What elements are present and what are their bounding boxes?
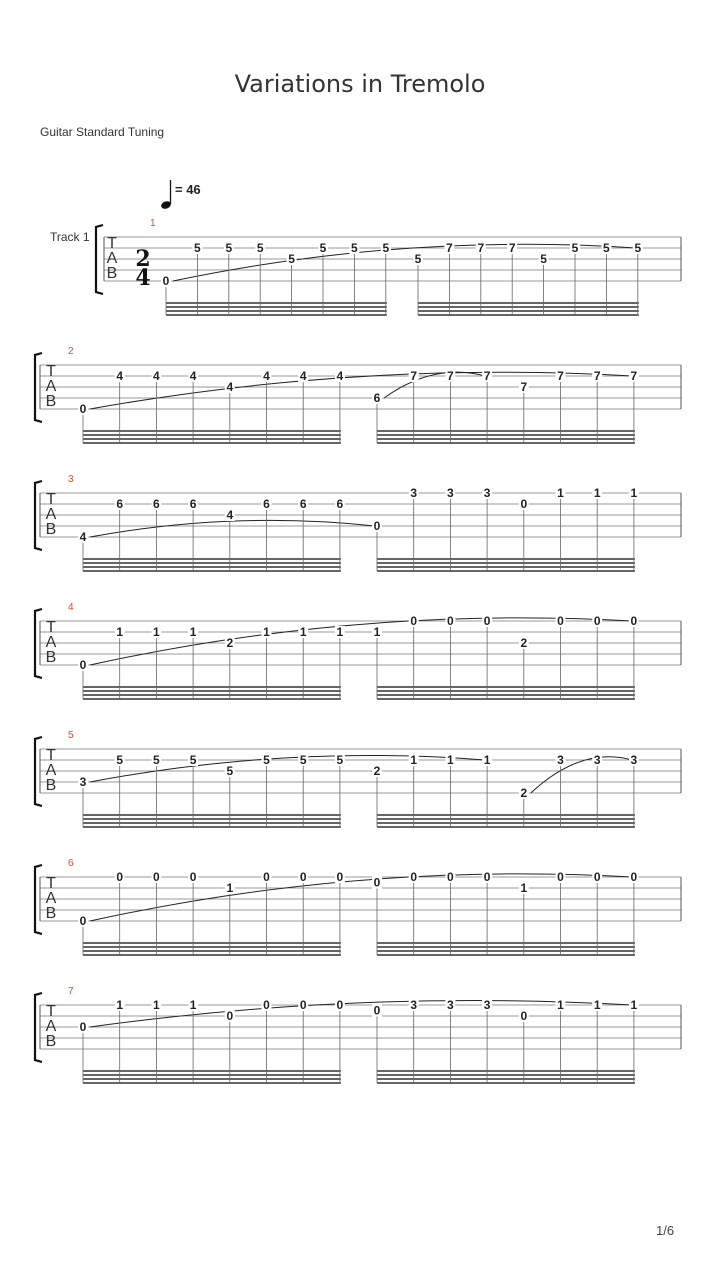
tie-arc bbox=[90, 1001, 632, 1027]
fret-number: 3 bbox=[483, 998, 491, 1012]
beam bbox=[166, 310, 387, 312]
fret-number: 1 bbox=[299, 625, 307, 639]
fret-number: 2 bbox=[373, 764, 381, 778]
fret-number: 5 bbox=[194, 241, 201, 255]
fret-number: 5 bbox=[189, 753, 197, 767]
fret-number: 1 bbox=[116, 998, 124, 1012]
fret-number: 0 bbox=[447, 870, 454, 884]
tab-clef-letter: T bbox=[46, 491, 56, 508]
fret-number: 1 bbox=[593, 486, 601, 500]
fret-number: 1 bbox=[373, 625, 381, 639]
tie-arc bbox=[531, 757, 632, 793]
tab-clef-letter: A bbox=[45, 890, 57, 907]
tie-arc bbox=[90, 372, 632, 409]
fret-number: 1 bbox=[483, 753, 491, 767]
beam bbox=[377, 434, 635, 436]
fret-number: 4 bbox=[299, 369, 307, 383]
time-signature-top: 2 bbox=[135, 246, 151, 272]
beam bbox=[83, 822, 341, 824]
beam bbox=[83, 814, 341, 816]
beam bbox=[377, 818, 635, 820]
fret-number: 5 bbox=[226, 764, 234, 778]
beam bbox=[83, 690, 341, 692]
beam bbox=[83, 818, 341, 820]
tab-system bbox=[35, 986, 681, 1084]
fret-number: 4 bbox=[79, 530, 87, 544]
tab-clef-letter: B bbox=[45, 393, 57, 410]
fret-number: 5 bbox=[336, 753, 344, 767]
fret-number: 5 bbox=[319, 241, 327, 255]
beam bbox=[83, 434, 341, 436]
tie-arc bbox=[90, 618, 632, 665]
fret-number: 1 bbox=[630, 998, 638, 1012]
fret-number: 0 bbox=[373, 1003, 381, 1018]
beam bbox=[418, 302, 639, 304]
fret-number: 6 bbox=[336, 497, 344, 511]
beam bbox=[418, 314, 639, 316]
fret-number: 0 bbox=[373, 519, 381, 533]
fret-number: 0 bbox=[410, 870, 418, 884]
fret-number: 7 bbox=[446, 241, 453, 255]
fret-number: 1 bbox=[630, 486, 638, 500]
fret-number: 4 bbox=[226, 380, 234, 394]
fret-number: 2 bbox=[520, 786, 528, 800]
fret-number: 4 bbox=[153, 369, 160, 383]
fret-number: 1 bbox=[116, 625, 124, 639]
beam bbox=[377, 814, 635, 816]
tab-system bbox=[35, 730, 681, 828]
tab-clef-letter: T bbox=[46, 875, 56, 892]
fret-number: 0 bbox=[299, 870, 307, 884]
fret-number: 6 bbox=[373, 391, 381, 405]
beam bbox=[83, 438, 341, 440]
tab-clef-letter: T bbox=[107, 235, 117, 252]
fret-number: 5 bbox=[299, 753, 307, 767]
fret-number: 3 bbox=[410, 998, 418, 1012]
fret-number: 0 bbox=[520, 1009, 528, 1023]
tab-system bbox=[35, 346, 681, 444]
fret-number: 0 bbox=[79, 658, 87, 672]
beam bbox=[377, 1082, 635, 1084]
tempo-marking bbox=[160, 180, 201, 210]
fret-number: 0 bbox=[593, 614, 601, 628]
tab-systems bbox=[35, 218, 681, 1084]
beam bbox=[377, 430, 635, 432]
fret-number: 3 bbox=[593, 753, 601, 767]
tie-arc bbox=[90, 520, 375, 537]
beam bbox=[377, 946, 635, 948]
fret-number: 0 bbox=[483, 870, 491, 884]
fret-number: 6 bbox=[263, 497, 270, 511]
beam bbox=[83, 1082, 341, 1084]
beam bbox=[83, 698, 341, 700]
tab-clef-letter: A bbox=[45, 762, 57, 779]
fret-number: 0 bbox=[79, 914, 87, 928]
beam bbox=[83, 558, 341, 560]
fret-number: 0 bbox=[520, 497, 528, 511]
fret-number: 1 bbox=[447, 753, 454, 767]
beam bbox=[377, 558, 635, 560]
tie-arc bbox=[90, 874, 632, 921]
measure-number: 7 bbox=[68, 986, 74, 997]
tab-system bbox=[35, 602, 681, 700]
beam bbox=[377, 438, 635, 440]
beam bbox=[83, 950, 341, 952]
fret-number: 0 bbox=[410, 614, 418, 628]
fret-number: 0 bbox=[162, 274, 170, 288]
beam bbox=[377, 694, 635, 696]
tab-clef-letter: B bbox=[45, 649, 57, 666]
score-title: Variations in Tremolo bbox=[234, 70, 486, 98]
tab-clef-letter: B bbox=[45, 1033, 57, 1050]
fret-number: 0 bbox=[299, 998, 307, 1012]
system-bracket bbox=[96, 225, 103, 294]
fret-number: 1 bbox=[189, 625, 197, 639]
fret-number: 2 bbox=[520, 636, 528, 650]
fret-number: 5 bbox=[263, 753, 270, 767]
beam bbox=[83, 566, 341, 568]
fret-number: 7 bbox=[508, 241, 516, 255]
tab-clef-letter: A bbox=[45, 634, 57, 651]
tab-clef-letter: B bbox=[45, 777, 57, 794]
beam bbox=[83, 1074, 341, 1076]
fret-number: 0 bbox=[557, 870, 564, 884]
beam bbox=[83, 686, 341, 688]
fret-number: 7 bbox=[447, 369, 454, 383]
beam bbox=[418, 310, 639, 312]
fret-number: 5 bbox=[414, 252, 422, 266]
tie-arc bbox=[173, 244, 636, 281]
beam bbox=[377, 826, 635, 828]
fret-number: 1 bbox=[557, 486, 564, 500]
measure-number: 5 bbox=[68, 730, 74, 741]
fret-number: 1 bbox=[593, 998, 601, 1012]
fret-number: 3 bbox=[630, 753, 638, 767]
measure-number: 3 bbox=[68, 474, 74, 485]
fret-number: 0 bbox=[447, 614, 454, 628]
tab-clef-letter: A bbox=[45, 1018, 57, 1035]
fret-number: 0 bbox=[557, 614, 564, 628]
track-label: Track 1 bbox=[50, 230, 90, 244]
fret-number: 1 bbox=[153, 625, 160, 639]
tab-clef-letter: A bbox=[45, 506, 57, 523]
beam bbox=[377, 698, 635, 700]
fret-number: 0 bbox=[593, 870, 601, 884]
fret-number: 0 bbox=[630, 614, 638, 628]
beam bbox=[377, 562, 635, 564]
tab-clef-letter: T bbox=[46, 363, 56, 380]
beam bbox=[377, 822, 635, 824]
beam bbox=[83, 942, 341, 944]
fret-number: 6 bbox=[299, 497, 307, 511]
tab-clef-letter: T bbox=[46, 619, 56, 636]
fret-number: 5 bbox=[382, 241, 390, 255]
tab-system bbox=[35, 474, 681, 572]
fret-number: 1 bbox=[263, 625, 270, 639]
beam bbox=[377, 686, 635, 688]
beam bbox=[166, 302, 387, 304]
fret-number: 5 bbox=[634, 241, 642, 255]
beam bbox=[377, 954, 635, 956]
tab-clef-letter: A bbox=[45, 378, 57, 395]
fret-number: 2 bbox=[226, 636, 234, 650]
fret-number: 5 bbox=[571, 241, 579, 255]
fret-number: 1 bbox=[520, 881, 528, 895]
fret-number: 3 bbox=[447, 998, 454, 1012]
beam bbox=[83, 442, 341, 444]
fret-number: 0 bbox=[373, 875, 381, 890]
beam bbox=[166, 306, 387, 308]
tab-clef-letter: T bbox=[46, 747, 56, 764]
tab-clef-letter: A bbox=[106, 250, 118, 267]
fret-number: 0 bbox=[79, 1020, 87, 1034]
fret-number: 1 bbox=[189, 998, 197, 1012]
beam bbox=[377, 1078, 635, 1080]
fret-number: 7 bbox=[557, 369, 564, 383]
tuning-label: Guitar Standard Tuning bbox=[40, 125, 165, 139]
page-number: 1/6 bbox=[656, 1223, 675, 1238]
fret-number: 3 bbox=[557, 753, 564, 767]
fret-number: 0 bbox=[189, 870, 197, 884]
fret-number: 5 bbox=[225, 241, 233, 255]
tempo-text: = 46 bbox=[175, 182, 201, 197]
fret-number: 7 bbox=[483, 369, 491, 383]
beam bbox=[83, 562, 341, 564]
fret-number: 4 bbox=[263, 369, 270, 383]
fret-number: 5 bbox=[153, 753, 160, 767]
fret-number: 1 bbox=[336, 625, 344, 639]
fret-number: 6 bbox=[153, 497, 160, 511]
beam bbox=[377, 570, 635, 572]
fret-number: 0 bbox=[630, 870, 638, 884]
measure-number: 4 bbox=[68, 602, 74, 613]
beam bbox=[418, 306, 639, 308]
time-signature-bottom: 4 bbox=[135, 265, 151, 291]
beam bbox=[83, 1070, 341, 1072]
fret-number: 5 bbox=[288, 252, 295, 266]
beam bbox=[377, 942, 635, 944]
measure-number: 6 bbox=[68, 858, 74, 869]
fret-number: 5 bbox=[351, 241, 358, 255]
fret-number: 3 bbox=[447, 486, 454, 500]
fret-number: 1 bbox=[226, 881, 234, 895]
tab-system bbox=[96, 218, 681, 316]
beam bbox=[83, 954, 341, 956]
beam bbox=[377, 1074, 635, 1076]
beam bbox=[166, 314, 387, 316]
beam bbox=[377, 566, 635, 568]
fret-number: 7 bbox=[520, 380, 528, 394]
fret-number: 5 bbox=[603, 241, 610, 255]
beam bbox=[83, 694, 341, 696]
fret-number: 0 bbox=[79, 402, 87, 416]
beam bbox=[83, 430, 341, 432]
fret-number: 0 bbox=[263, 870, 270, 884]
fret-number: 5 bbox=[540, 252, 547, 266]
beam bbox=[377, 950, 635, 952]
fret-number: 0 bbox=[483, 614, 491, 628]
fret-number: 5 bbox=[256, 241, 264, 255]
beam bbox=[83, 826, 341, 828]
tab-clef-letter: B bbox=[45, 905, 57, 922]
fret-number: 1 bbox=[557, 998, 564, 1012]
fret-number: 7 bbox=[593, 369, 601, 383]
measure-number: 2 bbox=[68, 346, 74, 357]
fret-number: 0 bbox=[336, 998, 344, 1012]
fret-number: 0 bbox=[226, 1009, 234, 1023]
fret-number: 0 bbox=[336, 870, 344, 884]
fret-number: 0 bbox=[263, 998, 270, 1012]
fret-number: 0 bbox=[116, 870, 124, 884]
beam bbox=[83, 1078, 341, 1080]
beam bbox=[83, 570, 341, 572]
fret-number: 5 bbox=[116, 753, 124, 767]
fret-number: 3 bbox=[483, 486, 491, 500]
fret-number: 6 bbox=[116, 497, 124, 511]
tab-clef-letter: T bbox=[46, 1003, 56, 1020]
tab-clef-letter: B bbox=[106, 265, 118, 282]
fret-number: 4 bbox=[226, 508, 234, 522]
tab-clef-letter: B bbox=[45, 521, 57, 538]
fret-number: 1 bbox=[153, 998, 160, 1012]
fret-number: 3 bbox=[79, 775, 87, 789]
fret-number: 4 bbox=[336, 369, 344, 383]
fret-number: 7 bbox=[477, 241, 485, 255]
fret-number: 7 bbox=[410, 369, 418, 383]
fret-number: 3 bbox=[410, 486, 418, 500]
beam bbox=[377, 442, 635, 444]
fret-number: 4 bbox=[116, 369, 124, 383]
fret-number: 4 bbox=[189, 369, 197, 383]
fret-number: 1 bbox=[410, 753, 418, 767]
tie-arc bbox=[90, 756, 485, 782]
beam bbox=[377, 1070, 635, 1072]
tab-system bbox=[35, 858, 681, 956]
fret-number: 0 bbox=[153, 870, 160, 884]
fret-number: 6 bbox=[189, 497, 197, 511]
fret-number: 7 bbox=[630, 369, 638, 383]
beam bbox=[377, 690, 635, 692]
beam bbox=[83, 946, 341, 948]
measure-number: 1 bbox=[150, 218, 156, 229]
